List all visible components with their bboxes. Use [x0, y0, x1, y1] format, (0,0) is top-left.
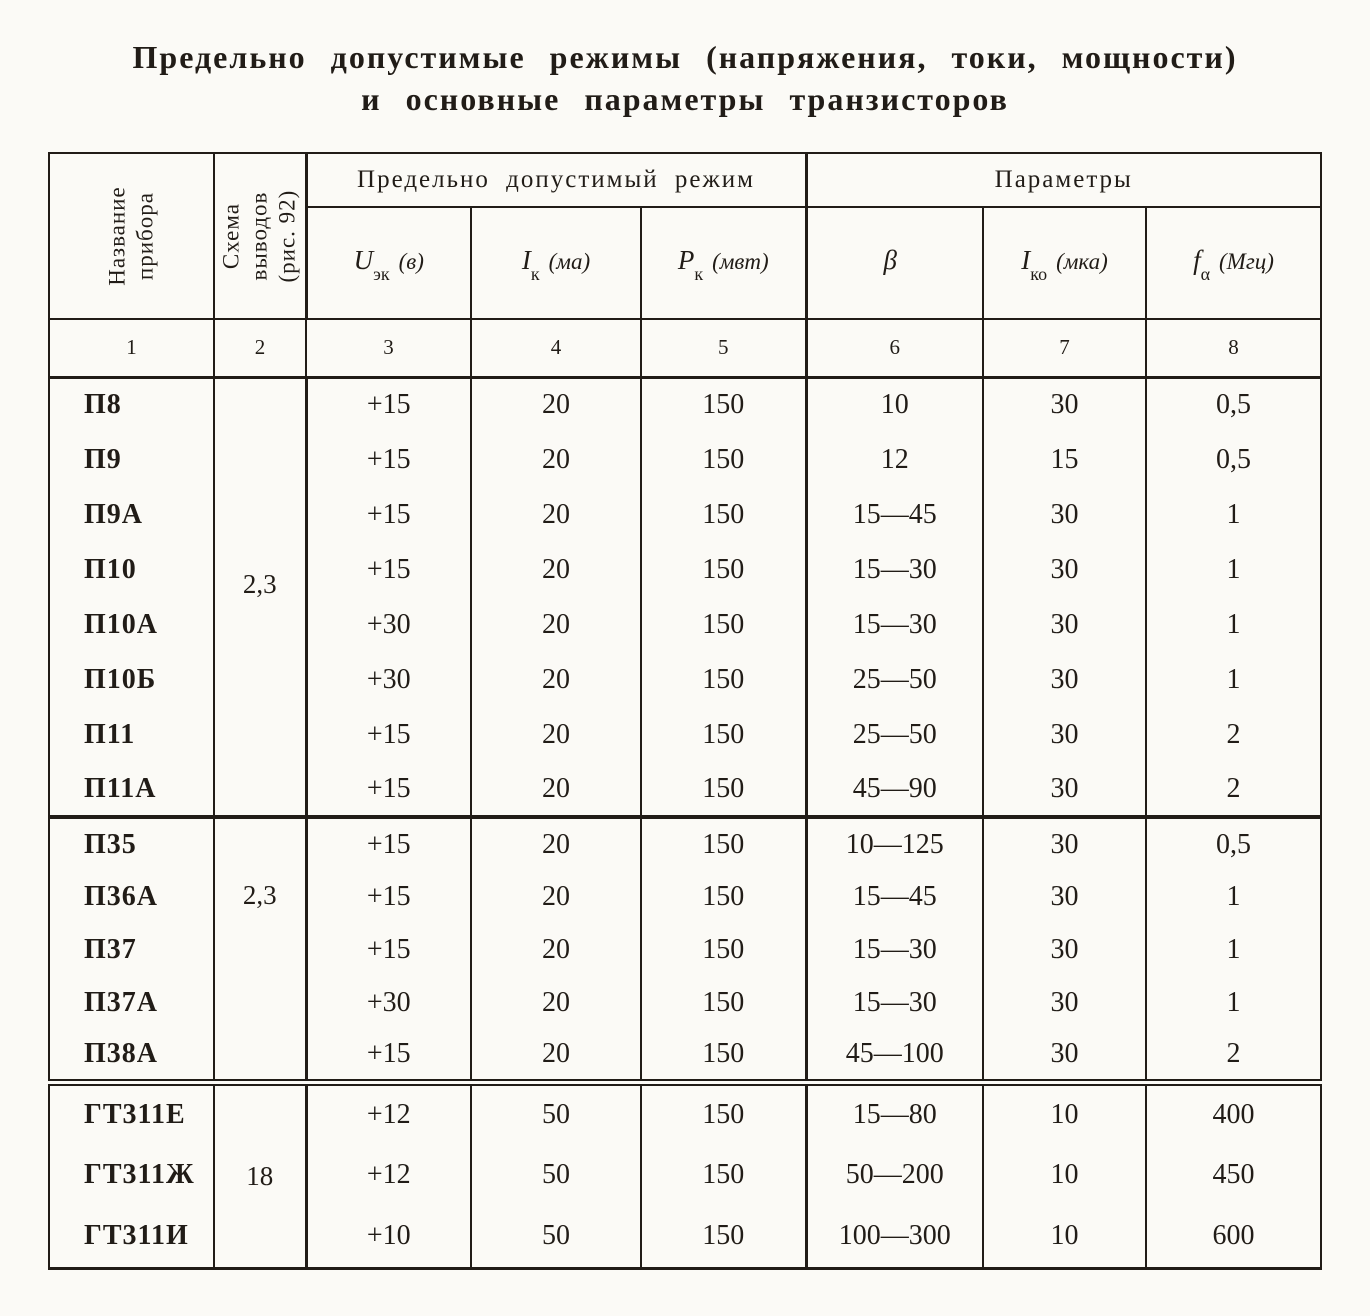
cell-i-ko: 30 [983, 923, 1146, 976]
title-line-2: и основные параметры транзисторов [361, 81, 1009, 118]
col-number: 3 [306, 319, 471, 377]
schema-header-line: (рис. 92) [274, 189, 300, 283]
col-header-pin-schema [214, 153, 306, 319]
cell-f-a: 1 [1226, 553, 1241, 585]
cell-f-a: 1 [1226, 498, 1241, 530]
unit-measure: (Мгц) [1219, 249, 1274, 275]
cell-f-a: 2 [1226, 772, 1241, 804]
col-number: 8 [1146, 319, 1321, 377]
cell-beta: 25—50 [806, 707, 983, 762]
cell-beta: 15—45 [806, 870, 983, 923]
cell-i-k: 50 [471, 1144, 641, 1206]
cell-i-k: 20 [471, 817, 641, 870]
col-number: 2 [214, 319, 306, 377]
cell-device-name: П9А [49, 487, 214, 542]
unit-measure: (мка) [1056, 249, 1108, 275]
cell-device-name: ГТ311Е [49, 1082, 214, 1144]
cell-device-name: П11А [49, 762, 214, 817]
cell-beta: 12 [806, 432, 983, 487]
cell-i-k: 20 [471, 707, 641, 762]
unit-subscript: эк [373, 263, 390, 284]
cell-f-a: 400 [1146, 1082, 1321, 1144]
cell-beta: 10 [806, 377, 983, 432]
cell-p-k: 150 [641, 1029, 806, 1082]
cell-device-name: ГТ311Ж [49, 1144, 214, 1206]
cell-i-k: 50 [471, 1082, 641, 1144]
cell-u-ek: +30 [306, 597, 471, 652]
table-row [49, 817, 1321, 870]
cell-device-name: П35 [49, 817, 214, 870]
cell-device-name: П8 [49, 377, 214, 432]
cell-i-ko: 30 [983, 870, 1146, 923]
cell-p-k: 150 [641, 817, 806, 870]
cell-schema: 2,3 [214, 377, 306, 817]
cell-beta: 50—200 [806, 1144, 983, 1206]
cell-p-k: 150 [641, 432, 806, 487]
cell-u-ek: +15 [306, 762, 471, 817]
group-header-max-mode: Предельно допустимый режим [306, 153, 806, 207]
cell-schema: 2,3 [214, 817, 306, 1082]
unit-symbol: U [353, 245, 374, 276]
table-row [49, 1082, 1321, 1144]
cell-u-ek: +12 [306, 1144, 471, 1206]
cell-p-k: 150 [641, 1144, 806, 1206]
cell-f-a: 0,5 [1146, 817, 1321, 870]
cell-i-ko: 10 [983, 1206, 1146, 1268]
cell-i-k: 20 [471, 432, 641, 487]
cell-device-name: П37 [49, 923, 214, 976]
cell-i-k: 20 [471, 597, 641, 652]
col-number: 6 [806, 319, 983, 377]
cell-u-ek: +30 [306, 976, 471, 1029]
cell-schema: 18 [214, 1082, 306, 1268]
cell-p-k: 150 [641, 1082, 806, 1144]
cell-u-ek: +12 [306, 1082, 471, 1144]
cell-f-a: 1 [1226, 608, 1241, 640]
device-header-line: прибора [132, 191, 158, 281]
cell-beta: 15—30 [806, 597, 983, 652]
cell-device-name: П11 [49, 707, 214, 762]
unit-measure: (ма) [548, 249, 591, 275]
device-header-line: Название [104, 186, 130, 286]
schema-header-line: выводов [246, 191, 272, 281]
block-p35-p38a [49, 817, 1321, 1082]
cell-p-k: 150 [641, 597, 806, 652]
cell-beta: 15—30 [806, 542, 983, 597]
cell-i-ko: 30 [983, 597, 1146, 652]
unit-symbol: I [521, 245, 531, 276]
cell-u-ek: +10 [306, 1206, 471, 1268]
cell-i-k: 20 [471, 976, 641, 1029]
schema-header-line: Схема [218, 202, 244, 270]
cell-p-k: 150 [641, 1206, 806, 1268]
cell-i-k: 20 [471, 923, 641, 976]
cell-i-k: 20 [471, 762, 641, 817]
col-number: 4 [471, 319, 641, 377]
cell-u-ek: +15 [306, 377, 471, 432]
cell-device-name: П10Б [49, 652, 214, 707]
cell-i-ko: 10 [983, 1082, 1146, 1144]
cell-i-k: 20 [471, 487, 641, 542]
block-gt311 [49, 1082, 1321, 1268]
col-header-device-name [49, 153, 214, 319]
col-header-beta [806, 207, 983, 319]
cell-p-k: 150 [641, 542, 806, 597]
cell-u-ek: +15 [306, 817, 471, 870]
cell-i-ko: 30 [983, 1029, 1146, 1082]
cell-p-k: 150 [641, 707, 806, 762]
cell-beta: 15—30 [806, 976, 983, 1029]
cell-i-ko: 30 [983, 817, 1146, 870]
cell-i-k: 20 [471, 870, 641, 923]
cell-i-k: 20 [471, 652, 641, 707]
cell-p-k: 150 [641, 923, 806, 976]
cell-i-k: 50 [471, 1206, 641, 1268]
cell-p-k: 150 [641, 487, 806, 542]
cell-f-a: 2 [1226, 718, 1241, 750]
col-number: 7 [983, 319, 1146, 377]
cell-f-a: 0,5 [1216, 443, 1252, 475]
col-number: 1 [49, 319, 214, 377]
cell-p-k: 150 [641, 762, 806, 817]
cell-device-name: П36А [49, 870, 214, 923]
cell-beta: 100—300 [806, 1206, 983, 1268]
cell-device-name: П9 [49, 432, 214, 487]
col-header-p-k [641, 207, 806, 319]
cell-i-k: 20 [471, 542, 641, 597]
cell-device-name: П10 [49, 542, 214, 597]
col-header-i-k [471, 207, 641, 319]
col-number: 5 [641, 319, 806, 377]
cell-f-a: 1 [1226, 880, 1241, 912]
cell-u-ek: +15 [306, 923, 471, 976]
col-header-i-ko [983, 207, 1146, 319]
unit-measure: (в) [398, 249, 424, 275]
unit-symbol: f [1193, 245, 1201, 276]
cell-beta: 15—30 [806, 923, 983, 976]
cell-f-a: 1 [1226, 663, 1241, 695]
cell-i-ko: 30 [983, 487, 1146, 542]
cell-u-ek: +15 [306, 432, 471, 487]
cell-u-ek: +15 [306, 1029, 471, 1082]
cell-f-a: 1 [1226, 933, 1241, 965]
unit-symbol: I [1021, 245, 1031, 276]
cell-i-ko: 30 [983, 652, 1146, 707]
unit-subscript: α [1200, 263, 1211, 284]
unit-symbol: P [677, 245, 695, 276]
unit-subscript: ко [1030, 263, 1048, 284]
cell-device-name: П38А [49, 1029, 214, 1082]
cell-f-a: 600 [1212, 1220, 1255, 1252]
cell-i-ko: 30 [983, 707, 1146, 762]
cell-beta: 15—45 [806, 487, 983, 542]
cell-i-k: 20 [471, 377, 641, 432]
cell-p-k: 150 [641, 652, 806, 707]
cell-i-ko: 30 [983, 976, 1146, 1029]
cell-u-ek: +15 [306, 487, 471, 542]
cell-i-ko: 30 [983, 542, 1146, 597]
unit-symbol: β [883, 245, 897, 276]
cell-u-ek: +15 [306, 870, 471, 923]
cell-beta: 15—80 [806, 1082, 983, 1144]
header-group-row [49, 153, 1321, 207]
cell-i-k: 20 [471, 1029, 641, 1082]
cell-p-k: 150 [641, 976, 806, 1029]
title-line-1: Предельно допустимые режимы (напряжения, токи, мощности) [132, 39, 1238, 75]
header-number-row [49, 319, 1321, 377]
cell-beta: 25—50 [806, 652, 983, 707]
page-title [0, 36, 1370, 120]
cell-device-name: П37А [49, 976, 214, 1029]
cell-f-a: 0,5 [1216, 389, 1252, 421]
cell-u-ek: +15 [306, 542, 471, 597]
cell-i-ko: 30 [983, 762, 1146, 817]
cell-p-k: 150 [641, 870, 806, 923]
unit-subscript: к [530, 263, 540, 284]
cell-u-ek: +15 [306, 707, 471, 762]
col-header-f-a [1146, 207, 1321, 319]
table-row [49, 377, 1321, 432]
cell-i-ko: 30 [983, 377, 1146, 432]
cell-u-ek: +30 [306, 652, 471, 707]
cell-f-a: 2 [1226, 1037, 1241, 1069]
cell-beta: 45—100 [806, 1029, 983, 1082]
group-header-parameters: Параметры [806, 153, 1321, 207]
cell-device-name: ГТ311И [49, 1206, 214, 1268]
unit-subscript: к [694, 263, 704, 284]
unit-measure: (мвт) [712, 249, 769, 275]
cell-beta: 45—90 [806, 762, 983, 817]
cell-i-ko: 15 [983, 432, 1146, 487]
cell-f-a: 1 [1226, 986, 1241, 1018]
cell-device-name: П10А [49, 597, 214, 652]
transistor-parameters-table [48, 152, 1322, 1270]
cell-f-a: 450 [1212, 1159, 1255, 1190]
cell-beta: 10—125 [806, 817, 983, 870]
cell-i-ko: 10 [983, 1144, 1146, 1206]
col-header-u-ek [306, 207, 471, 319]
cell-p-k: 150 [641, 377, 806, 432]
block-p8-p11 [49, 377, 1321, 817]
